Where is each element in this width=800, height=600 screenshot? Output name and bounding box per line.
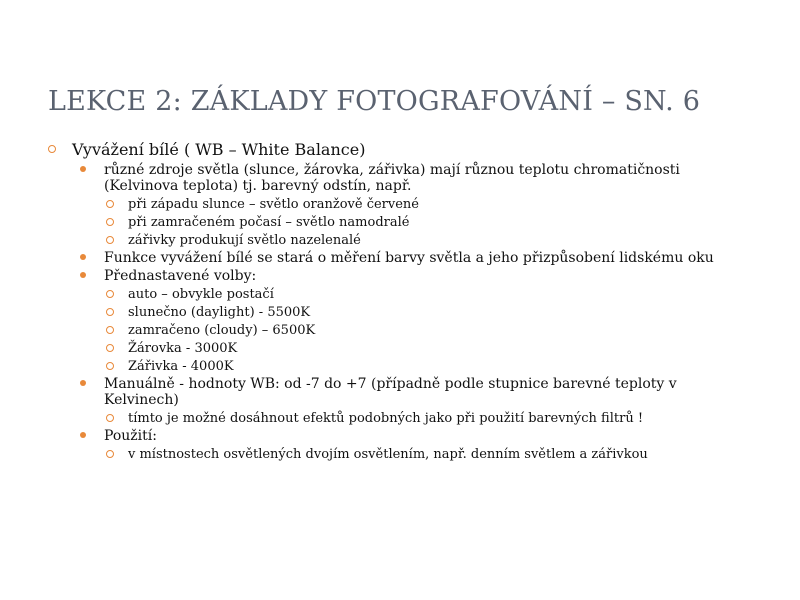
heading-item [48, 140, 748, 160]
sub-list-item [104, 448, 668, 462]
list-item-text: Použití: [104, 428, 157, 444]
sub-list-item [104, 288, 668, 302]
list-item-text: Přednastavené volby: [104, 268, 257, 284]
slide-title: LEKCE 2: ZÁKLADY FOTOGRAFOVÁNÍ – SN. 6 [48, 86, 701, 117]
ring-bullet-icon [106, 326, 114, 334]
sub-list-item-text: zářivky produkují světlo nazelenalé [128, 233, 361, 248]
dot-bullet-icon [80, 432, 86, 438]
sub-list-item-text: zamračeno (cloudy) – 6500K [128, 323, 316, 338]
sub-list-item-text: Žárovka - 3000K [128, 341, 238, 356]
list-item-text: různé zdroje světla (slunce, žárovka, zářivka) mají různou teplotu chromatičnosti (Kelvinova teplota) tj. barevný odstín, např. [104, 162, 680, 194]
sub-list-item [104, 412, 668, 426]
ring-bullet-icon [106, 414, 114, 422]
sub-list-item [104, 360, 668, 374]
slide-content [48, 140, 748, 462]
ring-bullet-icon [106, 308, 114, 316]
sub-list-item [104, 342, 668, 356]
sub-list-item [104, 216, 668, 230]
list-item-text: Manuálně - hodnoty WB: od -7 do +7 (případně podle stupnice barevné teploty v Kelvinech) [104, 376, 677, 408]
sub-list-item-text: slunečno (daylight) - 5500K [128, 305, 311, 320]
dot-bullet-icon [80, 272, 86, 278]
dot-bullet-icon [80, 254, 86, 260]
sub-list-item [104, 234, 668, 248]
list-item-text: Funkce vyvážení bílé se stará o měření barvy světla a jeho přizpůsobení lidskému oku [104, 250, 714, 266]
ring-bullet-icon [106, 236, 114, 244]
list-item [80, 428, 748, 444]
ring-bullet-icon [106, 450, 114, 458]
list-item [80, 268, 748, 284]
ring-bullet-icon [106, 290, 114, 298]
sub-list-item-text: auto – obvykle postačí [128, 287, 274, 302]
sub-list-item-text: tímto je možné dosáhnout efektů podobných jako při použití barevných filtrů ! [128, 411, 644, 426]
list-item [80, 250, 748, 266]
dot-bullet-icon [80, 380, 86, 386]
list-item [80, 162, 748, 194]
ring-bullet-icon [106, 218, 114, 226]
heading-text: Vyvážení bílé ( WB – White Balance) [72, 140, 366, 159]
sub-list-item [104, 324, 668, 338]
dot-bullet-icon [80, 166, 86, 172]
ring-bullet-icon [106, 200, 114, 208]
sub-list-item-text: při zamračeném počasí – světlo namodralé [128, 215, 410, 230]
sub-list-item-text: Zářivka - 4000K [128, 359, 234, 374]
sub-list-item [104, 306, 668, 320]
sub-list-item-text: při západu slunce – světlo oranžově červené [128, 197, 419, 212]
sub-list-item-text: v místnostech osvětlených dvojím osvětlením, např. denním světlem a zářivkou [128, 447, 648, 462]
ring-bullet-icon [48, 145, 56, 153]
list-item [80, 376, 748, 408]
sub-list-item [104, 198, 668, 212]
ring-bullet-icon [106, 344, 114, 352]
ring-bullet-icon [106, 362, 114, 370]
